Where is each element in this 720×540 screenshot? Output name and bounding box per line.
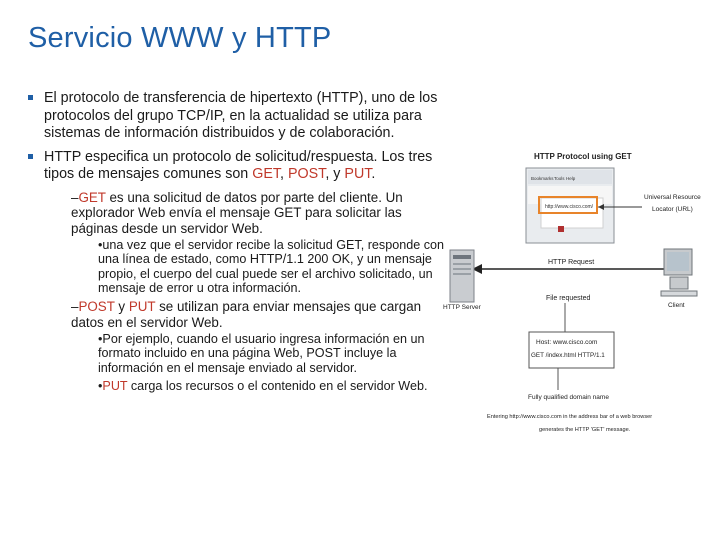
bullet-http-definition (27, 90, 447, 143)
sub-bullet-post-text: se utilizan para enviar mensajes que cargan datos en el servidor Web. (71, 299, 422, 330)
http-server-label: HTTP Server (443, 304, 481, 311)
bullet-rr-text: HTTP especifica un protocolo de solicitud/respuesta. Los tres tipos de mensajes comunes son (44, 148, 433, 182)
put-example-text: carga los recursos o el contenido en el servidor Web. (127, 379, 428, 394)
browser-menu-tools: Tools (554, 176, 565, 181)
browser-menu-help: Help (566, 176, 576, 181)
sub-sub-bullet-get-response (98, 238, 447, 295)
diagram-title: HTTP Protocol using GET (534, 152, 632, 161)
url-label-line2: Locator (URL) (652, 206, 693, 213)
square-bullet-icon (28, 154, 33, 159)
period: . (371, 166, 376, 182)
separator: , (280, 166, 288, 182)
host-line: Host: www.cisco.com (536, 339, 598, 346)
client-computer-icon (661, 249, 697, 296)
dash-marker: – (71, 189, 79, 205)
get-line: GET /index.html HTTP/1.1 (531, 352, 605, 359)
keyword-put: PUT (344, 166, 372, 182)
dash-marker: – (71, 299, 79, 315)
keyword-get: GET (252, 166, 281, 182)
keyword-put: PUT (102, 379, 128, 394)
separator: , y (325, 166, 345, 182)
client-label: Client (668, 302, 685, 309)
http-get-diagram-svg (442, 146, 718, 446)
keyword-post: POST (287, 166, 326, 182)
keyword-post: POST (78, 299, 115, 315)
dot-marker: • (98, 238, 103, 252)
http-get-diagram (442, 146, 718, 446)
slide-content (27, 90, 447, 397)
dot-marker: • (98, 379, 103, 394)
note-line2: generates the HTTP 'GET' message. (539, 427, 631, 433)
sub-bullet-get (71, 190, 447, 237)
url-label-line1: Universal Resource (644, 194, 701, 201)
dot-marker: • (98, 332, 103, 347)
note-line1: Entering http://www.cisco.com in the address bar of a web browser (487, 414, 653, 420)
file-requested-label: File requested (546, 295, 591, 302)
address-bar-value: http://www.cisco.com/ (545, 204, 594, 210)
http-request-label: HTTP Request (548, 259, 595, 266)
bullet-http-definition-text: El protocolo de transferencia de hipertexto (HTTP), uno de los protocolos del grupo TCP/IP, en la actualidad se utiliza para sistemas de información distribuidos y de colaboración. (44, 90, 438, 141)
sub-sub-bullet-put-example (98, 379, 447, 393)
conjunction: y (114, 299, 129, 315)
sub-bullet-get-text: es una solicitud de datos por parte del cliente. Un explorador Web envía el mensaje GET para solicitar las páginas desde un servidor Web. (71, 189, 403, 236)
keyword-put: PUT (128, 299, 156, 315)
bullet-request-response (27, 149, 447, 184)
server-icon (450, 250, 474, 302)
browser-menu-bookmarks: Bookmarks (531, 176, 554, 181)
slide-title: Servicio WWW y HTTP (28, 22, 332, 54)
sub-bullet-post-put (71, 299, 447, 330)
keyword-get: GET (78, 189, 106, 205)
get-response-text: una vez que el servidor recibe la solicitud GET, responde con una línea de estado, como HTTP/1.1 200 OK, y un mensaje propio, el cuerpo del cual puede ser el archivo solicitado, un mensaje de error u otra información. (98, 238, 445, 295)
sub-sub-bullet-post-example (98, 332, 447, 375)
square-bullet-icon (28, 95, 33, 100)
http-request-box (529, 332, 614, 368)
post-example-text: Por ejemplo, cuando el usuario ingresa información en un formato incluido en una página Web, POST incluye la información en el mensaje enviado al servidor. (98, 332, 425, 375)
fqdn-label: Fully qualified domain name (528, 394, 609, 401)
